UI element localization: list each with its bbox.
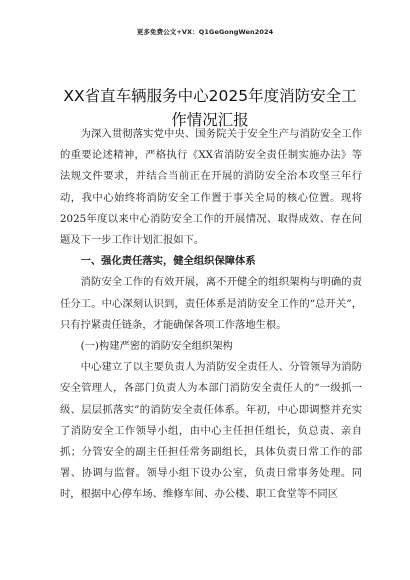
subsection-paragraph: 中心建立了以主要负责人为消防安全责任人、分管领导为消防安全管理人，各部门负责人为本部门消防安全责任人的“一级抓一级、层层抓落实”的消防安全责任体系。年初，中心即调整并充实了消防安全工作领导小组，由中心主任担任组长，负总责、亲自抓；分管安全的副主任担任常务副组长，具体负责日常工作的部署、协调与监督。领导小组下设办公室，负责日常事务处理。同时，根据中心停车场、维修车间、办公楼、职工食堂等不同区 xyxy=(60,361,362,501)
document-body xyxy=(60,124,362,506)
section-heading: 一、强化责任落实，健全组织保障体系 xyxy=(80,255,256,268)
subsection-heading: (一)构建严密的消防安全组织架构 xyxy=(80,340,233,353)
header-note: 更多免费公文+VX：Q1GeGongWen2024 xyxy=(136,28,274,36)
document-title: XX省直车辆服务中心2025年度消防安全工作情况汇报 xyxy=(63,87,357,130)
section-paragraph: 消防安全工作的有效开展，离不开健全的组织架构与明确的责任分工。中心深刻认识到，责任体系是消防安全工作的“总开关”，只有拧紧责任链条，才能确保各项工作落地生根。 xyxy=(60,276,362,331)
intro-paragraph: 为深入贯彻落实党中央、国务院关于安全生产与消防安全工作的重要论述精神，严格执行《XX省消防安全责任制实施办法》等法规文件要求，并结合当前正在开展的消防安全治本攻坚三年行动，我中心始终将消防安全工作置于事关全局的核心位置。现将2025年度以来中心消防安全工作的开展情况、取得成效、存在问题及下一步工作计划汇报如下。 xyxy=(60,128,362,247)
